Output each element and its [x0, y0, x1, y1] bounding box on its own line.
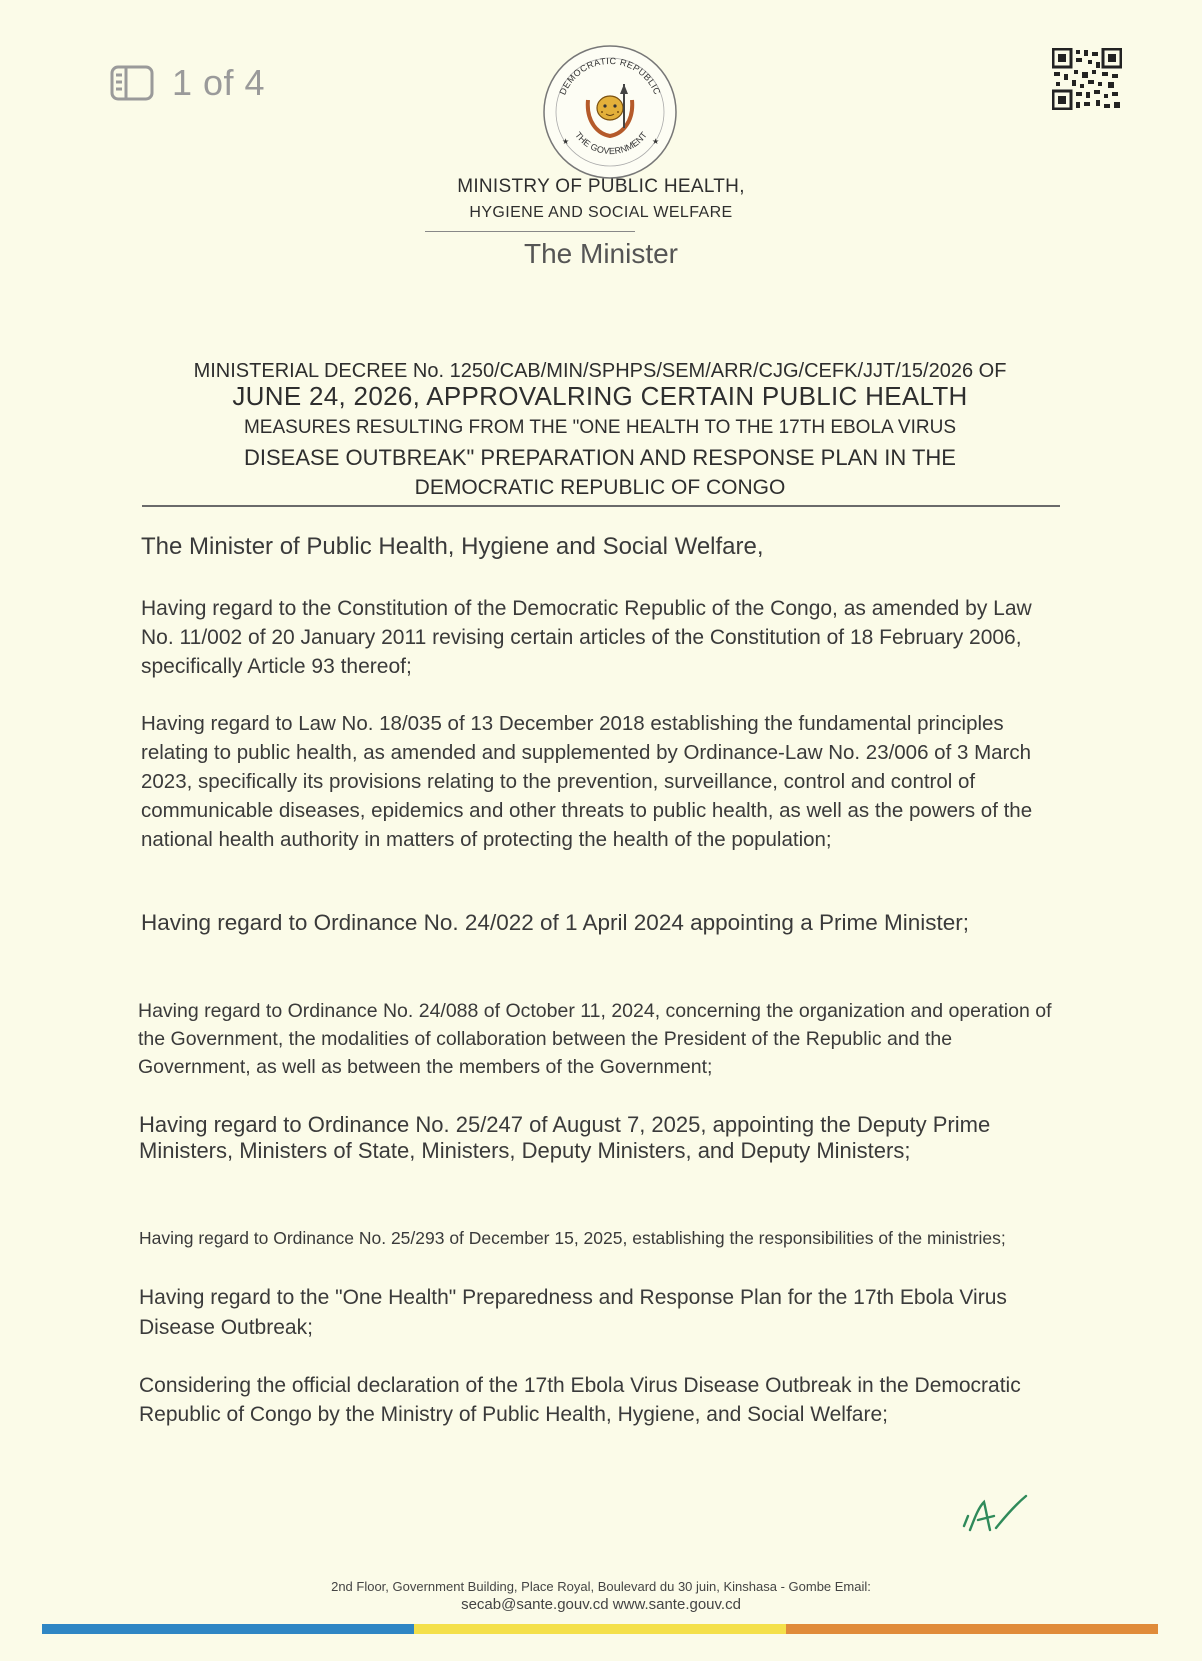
decree-title	[140, 360, 1060, 502]
ministry-name: MINISTRY OF PUBLIC HEALTH,	[457, 176, 745, 197]
recital-paragraph: Having regard to Ordinance No. 24/022 of 1 April 2024 appointing a Prime Minister;	[141, 910, 969, 935]
svg-text:★: ★	[562, 137, 570, 146]
ministry-subtitle: HYGIENE AND SOCIAL WELFARE	[469, 204, 733, 221]
page-count-label: 1 of 4	[172, 62, 266, 103]
qr-code	[1052, 48, 1122, 110]
sidebar-toggle-icon[interactable]	[110, 65, 154, 101]
flag-stripe-red	[786, 1624, 1158, 1634]
recital-paragraph: Having regard to the Constitution of the Democratic Republic of the Congo, as amended by Law No. 11/002 of 20 January 2011 revising certain articles of the Constitution of 18 February 2006, specifically Article 93 thereof;	[141, 597, 1032, 678]
seal-emblem	[540, 42, 680, 182]
opening-line: The Minister of Public Health, Hygiene and Social Welfare,	[141, 533, 764, 560]
header-divider	[425, 231, 635, 232]
flag-stripe-blue	[42, 1624, 414, 1634]
footer	[0, 1578, 1202, 1614]
recital-paragraph: Having regard to Ordinance No. 24/088 of October 11, 2024, concerning the organization and operation of the Government, the modalities of collaboration between the President of the Republic and the Government, as well as between the members of the Government;	[138, 1000, 1052, 1078]
recital-paragraph: Having regard to the "One Health" Preparedness and Response Plan for the 17th Ebola Virus Disease Outbreak;	[139, 1286, 1007, 1339]
page-indicator[interactable]	[110, 62, 265, 104]
decree-title-line: MEASURES RESULTING FROM THE "ONE HEALTH TO THE 17TH EBOLA VIRUS	[243, 417, 956, 438]
decree-title-line: JUNE 24, 2026, APPROVALRING CERTAIN PUBLIC HEALTH	[232, 381, 968, 411]
decree-title-line: DISEASE OUTBREAK" PREPARATION AND RESPONSE PLAN IN THE	[244, 445, 956, 470]
footer-address: 2nd Floor, Government Building, Place Royal, Boulevard du 30 juin, Kinshasa - Gombe Email:	[331, 1579, 871, 1594]
decree-title-line: MINISTERIAL DECREE No. 1250/CAB/MIN/SPHPS/SEM/ARR/CJG/CEFK/JJT/15/2026 OF	[193, 360, 1007, 382]
title-divider	[142, 505, 1060, 507]
footer-contact[interactable]: secab@sante.gouv.cd www.sante.gouv.cd	[461, 1596, 741, 1613]
svg-text:DEMOCRATIC REPUBLIC: DEMOCRATIC REPUBLIC	[557, 55, 663, 97]
initials-mark	[960, 1490, 1030, 1540]
minister-title: The Minister	[523, 238, 679, 269]
svg-text:THE GOVERNMENT: THE GOVERNMENT	[573, 130, 649, 157]
decree-title-line: DEMOCRATIC REPUBLIC OF CONGO	[414, 476, 786, 499]
recital-paragraph: Having regard to Law No. 18/035 of 13 December 2018 establishing the fundamental principles relating to public health, as amended and supplemented by Ordinance-Law No. 23/006 of 3 March 2023, specifically its provisions relating to the prevention, surveillance, control and control of communicable diseases, epidemics and other threats to public health, as well as the powers of the national health authority in matters of protecting the health of the population;	[141, 712, 1033, 851]
svg-text:★: ★	[652, 137, 660, 146]
recital-paragraph: Having regard to Ordinance No. 25/247 of August 7, 2025, appointing the Deputy Prime Ministers, Ministers of State, Ministers, Deputy Ministers, and Deputy Ministers;	[139, 1112, 991, 1163]
recital-paragraph: Considering the official declaration of the 17th Ebola Virus Disease Outbreak in the Democratic Republic of Congo by the Ministry of Public Health, Hygiene, and Social Welfare;	[139, 1374, 1021, 1426]
flag-stripe-yellow	[414, 1624, 786, 1634]
recital-paragraph: Having regard to Ordinance No. 25/293 of December 15, 2025, establishing the responsibilities of the ministries;	[139, 1228, 1006, 1248]
